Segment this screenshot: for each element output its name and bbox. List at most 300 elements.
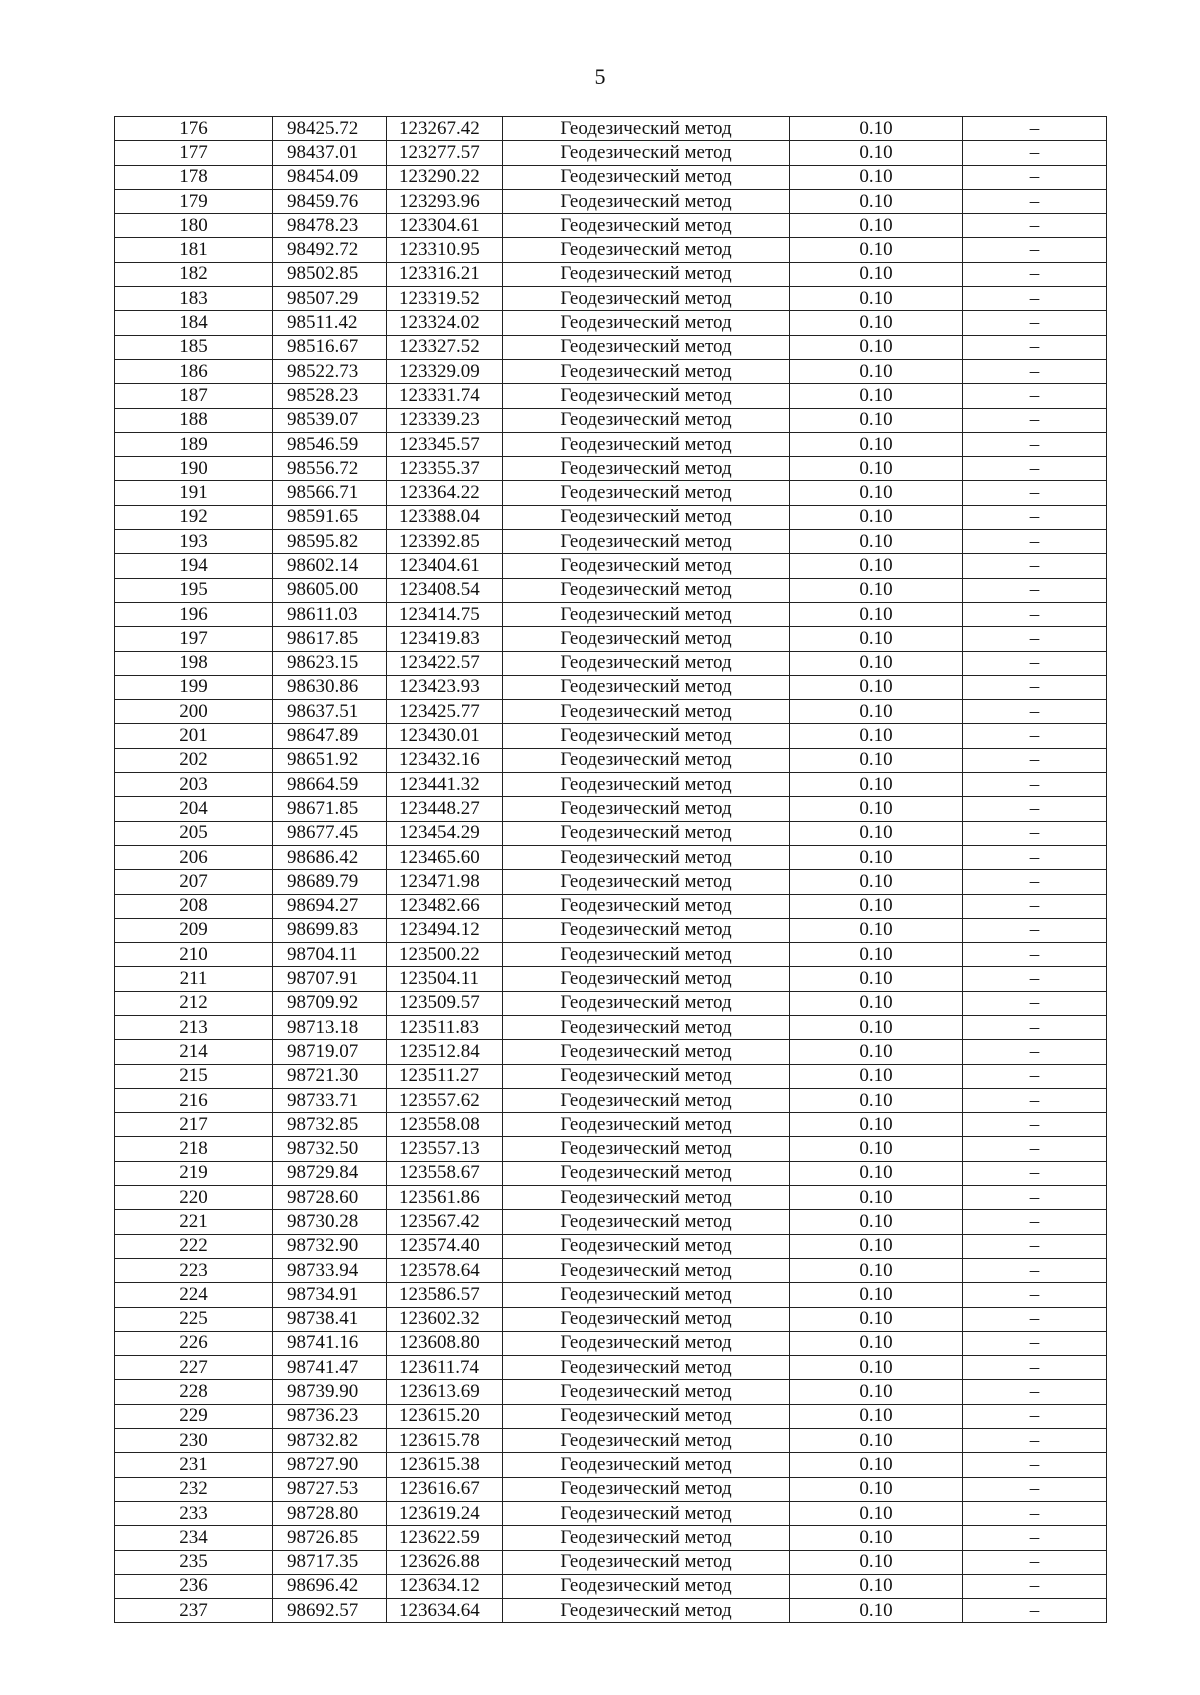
- note-cell: –: [963, 1210, 1107, 1234]
- point-number-cell: 223: [115, 1258, 273, 1282]
- accuracy-cell: 0.10: [790, 1283, 963, 1307]
- note-cell: –: [963, 1137, 1107, 1161]
- x-coordinate-cell: 98726.85: [273, 1526, 387, 1550]
- y-coordinate-cell: 123602.32: [387, 1307, 503, 1331]
- accuracy-cell: 0.10: [790, 311, 963, 335]
- x-coordinate-cell: 98630.86: [273, 675, 387, 699]
- point-number-cell: 180: [115, 214, 273, 238]
- accuracy-cell: 0.10: [790, 870, 963, 894]
- note-cell: –: [963, 1331, 1107, 1355]
- point-number-cell: 224: [115, 1283, 273, 1307]
- method-cell: Геодезический метод: [503, 870, 790, 894]
- y-coordinate-cell: 123327.52: [387, 335, 503, 359]
- accuracy-cell: 0.10: [790, 262, 963, 286]
- x-coordinate-cell: 98528.23: [273, 384, 387, 408]
- x-coordinate-cell: 98696.42: [273, 1574, 387, 1598]
- point-number-cell: 217: [115, 1113, 273, 1137]
- x-coordinate-cell: 98719.07: [273, 1040, 387, 1064]
- accuracy-cell: 0.10: [790, 287, 963, 311]
- point-number-cell: 201: [115, 724, 273, 748]
- point-number-cell: 207: [115, 870, 273, 894]
- method-cell: Геодезический метод: [503, 1258, 790, 1282]
- table-row: [115, 408, 1107, 432]
- point-number-cell: 184: [115, 311, 273, 335]
- point-number-cell: 226: [115, 1331, 273, 1355]
- method-cell: Геодезический метод: [503, 578, 790, 602]
- method-cell: Геодезический метод: [503, 1453, 790, 1477]
- x-coordinate-cell: 98556.72: [273, 457, 387, 481]
- method-cell: Геодезический метод: [503, 821, 790, 845]
- point-number-cell: 200: [115, 700, 273, 724]
- y-coordinate-cell: 123561.86: [387, 1186, 503, 1210]
- table-row: [115, 1380, 1107, 1404]
- accuracy-cell: 0.10: [790, 141, 963, 165]
- table-row: [115, 1186, 1107, 1210]
- table-row: [115, 1356, 1107, 1380]
- accuracy-cell: 0.10: [790, 1258, 963, 1282]
- note-cell: –: [963, 1404, 1107, 1428]
- y-coordinate-cell: 123465.60: [387, 845, 503, 869]
- note-cell: –: [963, 675, 1107, 699]
- x-coordinate-cell: 98728.80: [273, 1501, 387, 1525]
- note-cell: –: [963, 748, 1107, 772]
- x-coordinate-cell: 98546.59: [273, 432, 387, 456]
- note-cell: –: [963, 870, 1107, 894]
- note-cell: –: [963, 1599, 1107, 1623]
- accuracy-cell: 0.10: [790, 627, 963, 651]
- accuracy-cell: 0.10: [790, 505, 963, 529]
- point-number-cell: 185: [115, 335, 273, 359]
- page-number: 5: [594, 64, 606, 89]
- point-number-cell: 183: [115, 287, 273, 311]
- note-cell: –: [963, 384, 1107, 408]
- x-coordinate-cell: 98709.92: [273, 991, 387, 1015]
- method-cell: Геодезический метод: [503, 117, 790, 141]
- accuracy-cell: 0.10: [790, 967, 963, 991]
- method-cell: Геодезический метод: [503, 1550, 790, 1574]
- x-coordinate-cell: 98522.73: [273, 359, 387, 383]
- table-row: [115, 117, 1107, 141]
- accuracy-cell: 0.10: [790, 530, 963, 554]
- method-cell: Геодезический метод: [503, 797, 790, 821]
- x-coordinate-cell: 98602.14: [273, 554, 387, 578]
- method-cell: Геодезический метод: [503, 1477, 790, 1501]
- table-row: [115, 724, 1107, 748]
- x-coordinate-cell: 98686.42: [273, 845, 387, 869]
- accuracy-cell: 0.10: [790, 845, 963, 869]
- method-cell: Геодезический метод: [503, 1113, 790, 1137]
- y-coordinate-cell: 123615.38: [387, 1453, 503, 1477]
- table-row: [115, 457, 1107, 481]
- table-row: [115, 1574, 1107, 1598]
- point-number-cell: 235: [115, 1550, 273, 1574]
- table-row: [115, 1331, 1107, 1355]
- method-cell: Геодезический метод: [503, 1040, 790, 1064]
- note-cell: –: [963, 238, 1107, 262]
- table-row: [115, 1550, 1107, 1574]
- point-number-cell: 192: [115, 505, 273, 529]
- method-cell: Геодезический метод: [503, 1356, 790, 1380]
- x-coordinate-cell: 98732.90: [273, 1234, 387, 1258]
- note-cell: –: [963, 1356, 1107, 1380]
- table-row: [115, 797, 1107, 821]
- note-cell: –: [963, 1550, 1107, 1574]
- x-coordinate-cell: 98492.72: [273, 238, 387, 262]
- x-coordinate-cell: 98739.90: [273, 1380, 387, 1404]
- table-row: [115, 1283, 1107, 1307]
- point-number-cell: 191: [115, 481, 273, 505]
- y-coordinate-cell: 123422.57: [387, 651, 503, 675]
- method-cell: Геодезический метод: [503, 1161, 790, 1185]
- method-cell: Геодезический метод: [503, 1283, 790, 1307]
- table-row: [115, 1113, 1107, 1137]
- x-coordinate-cell: 98699.83: [273, 918, 387, 942]
- note-cell: –: [963, 1526, 1107, 1550]
- note-cell: –: [963, 1186, 1107, 1210]
- accuracy-cell: 0.10: [790, 675, 963, 699]
- accuracy-cell: 0.10: [790, 797, 963, 821]
- method-cell: Геодезический метод: [503, 1210, 790, 1234]
- y-coordinate-cell: 123615.20: [387, 1404, 503, 1428]
- note-cell: –: [963, 651, 1107, 675]
- y-coordinate-cell: 123634.12: [387, 1574, 503, 1598]
- x-coordinate-cell: 98502.85: [273, 262, 387, 286]
- table-row: [115, 991, 1107, 1015]
- method-cell: Геодезический метод: [503, 262, 790, 286]
- x-coordinate-cell: 98454.09: [273, 165, 387, 189]
- point-number-cell: 177: [115, 141, 273, 165]
- y-coordinate-cell: 123319.52: [387, 287, 503, 311]
- table-row: [115, 675, 1107, 699]
- x-coordinate-cell: 98647.89: [273, 724, 387, 748]
- method-cell: Геодезический метод: [503, 1088, 790, 1112]
- x-coordinate-cell: 98566.71: [273, 481, 387, 505]
- accuracy-cell: 0.10: [790, 1404, 963, 1428]
- accuracy-cell: 0.10: [790, 821, 963, 845]
- method-cell: Геодезический метод: [503, 457, 790, 481]
- note-cell: –: [963, 530, 1107, 554]
- note-cell: –: [963, 287, 1107, 311]
- method-cell: Геодезический метод: [503, 189, 790, 213]
- method-cell: Геодезический метод: [503, 408, 790, 432]
- point-number-cell: 228: [115, 1380, 273, 1404]
- y-coordinate-cell: 123634.64: [387, 1599, 503, 1623]
- method-cell: Геодезический метод: [503, 141, 790, 165]
- point-number-cell: 178: [115, 165, 273, 189]
- method-cell: Геодезический метод: [503, 602, 790, 626]
- y-coordinate-cell: 123482.66: [387, 894, 503, 918]
- x-coordinate-cell: 98664.59: [273, 773, 387, 797]
- note-cell: –: [963, 821, 1107, 845]
- point-number-cell: 190: [115, 457, 273, 481]
- method-cell: Геодезический метод: [503, 1186, 790, 1210]
- method-cell: Геодезический метод: [503, 627, 790, 651]
- x-coordinate-cell: 98732.82: [273, 1429, 387, 1453]
- point-number-cell: 231: [115, 1453, 273, 1477]
- x-coordinate-cell: 98539.07: [273, 408, 387, 432]
- table-row: [115, 1234, 1107, 1258]
- accuracy-cell: 0.10: [790, 238, 963, 262]
- point-number-cell: 197: [115, 627, 273, 651]
- y-coordinate-cell: 123511.27: [387, 1064, 503, 1088]
- point-number-cell: 186: [115, 359, 273, 383]
- note-cell: –: [963, 602, 1107, 626]
- accuracy-cell: 0.10: [790, 651, 963, 675]
- table-row: [115, 530, 1107, 554]
- y-coordinate-cell: 123608.80: [387, 1331, 503, 1355]
- point-number-cell: 187: [115, 384, 273, 408]
- method-cell: Геодезический метод: [503, 238, 790, 262]
- note-cell: –: [963, 1040, 1107, 1064]
- x-coordinate-cell: 98595.82: [273, 530, 387, 554]
- note-cell: –: [963, 773, 1107, 797]
- table-row: [115, 214, 1107, 238]
- y-coordinate-cell: 123331.74: [387, 384, 503, 408]
- y-coordinate-cell: 123574.40: [387, 1234, 503, 1258]
- y-coordinate-cell: 123388.04: [387, 505, 503, 529]
- table-row: [115, 287, 1107, 311]
- point-number-cell: 215: [115, 1064, 273, 1088]
- y-coordinate-cell: 123329.09: [387, 359, 503, 383]
- y-coordinate-cell: 123616.67: [387, 1477, 503, 1501]
- x-coordinate-cell: 98651.92: [273, 748, 387, 772]
- method-cell: Геодезический метод: [503, 651, 790, 675]
- accuracy-cell: 0.10: [790, 1234, 963, 1258]
- note-cell: –: [963, 1088, 1107, 1112]
- table-row: [115, 1599, 1107, 1623]
- point-number-cell: 209: [115, 918, 273, 942]
- table-row: [115, 1404, 1107, 1428]
- note-cell: –: [963, 554, 1107, 578]
- table-row: [115, 1258, 1107, 1282]
- table-row: [115, 651, 1107, 675]
- accuracy-cell: 0.10: [790, 1429, 963, 1453]
- x-coordinate-cell: 98516.67: [273, 335, 387, 359]
- method-cell: Геодезический метод: [503, 724, 790, 748]
- y-coordinate-cell: 123293.96: [387, 189, 503, 213]
- x-coordinate-cell: 98721.30: [273, 1064, 387, 1088]
- point-number-cell: 227: [115, 1356, 273, 1380]
- method-cell: Геодезический метод: [503, 700, 790, 724]
- x-coordinate-cell: 98611.03: [273, 602, 387, 626]
- method-cell: Геодезический метод: [503, 384, 790, 408]
- accuracy-cell: 0.10: [790, 1064, 963, 1088]
- x-coordinate-cell: 98478.23: [273, 214, 387, 238]
- point-number-cell: 204: [115, 797, 273, 821]
- note-cell: –: [963, 1453, 1107, 1477]
- point-number-cell: 212: [115, 991, 273, 1015]
- y-coordinate-cell: 123557.13: [387, 1137, 503, 1161]
- method-cell: Геодезический метод: [503, 1015, 790, 1039]
- y-coordinate-cell: 123316.21: [387, 262, 503, 286]
- table-row: [115, 894, 1107, 918]
- accuracy-cell: 0.10: [790, 384, 963, 408]
- accuracy-cell: 0.10: [790, 165, 963, 189]
- method-cell: Геодезический метод: [503, 287, 790, 311]
- table-row: [115, 335, 1107, 359]
- note-cell: –: [963, 311, 1107, 335]
- table-row: [115, 1501, 1107, 1525]
- note-cell: –: [963, 117, 1107, 141]
- accuracy-cell: 0.10: [790, 1501, 963, 1525]
- note-cell: –: [963, 700, 1107, 724]
- method-cell: Геодезический метод: [503, 1429, 790, 1453]
- x-coordinate-cell: 98741.47: [273, 1356, 387, 1380]
- accuracy-cell: 0.10: [790, 1186, 963, 1210]
- x-coordinate-cell: 98459.76: [273, 189, 387, 213]
- point-number-cell: 194: [115, 554, 273, 578]
- note-cell: –: [963, 432, 1107, 456]
- x-coordinate-cell: 98694.27: [273, 894, 387, 918]
- x-coordinate-cell: 98623.15: [273, 651, 387, 675]
- note-cell: –: [963, 1477, 1107, 1501]
- point-number-cell: 179: [115, 189, 273, 213]
- point-number-cell: 222: [115, 1234, 273, 1258]
- table-row: [115, 1210, 1107, 1234]
- y-coordinate-cell: 123622.59: [387, 1526, 503, 1550]
- y-coordinate-cell: 123626.88: [387, 1550, 503, 1574]
- point-number-cell: 206: [115, 845, 273, 869]
- table-row: [115, 578, 1107, 602]
- table-row: [115, 1526, 1107, 1550]
- method-cell: Геодезический метод: [503, 894, 790, 918]
- accuracy-cell: 0.10: [790, 1137, 963, 1161]
- method-cell: Геодезический метод: [503, 1137, 790, 1161]
- x-coordinate-cell: 98727.53: [273, 1477, 387, 1501]
- x-coordinate-cell: 98713.18: [273, 1015, 387, 1039]
- y-coordinate-cell: 123448.27: [387, 797, 503, 821]
- point-number-cell: 237: [115, 1599, 273, 1623]
- accuracy-cell: 0.10: [790, 1015, 963, 1039]
- table-row: [115, 1137, 1107, 1161]
- table-row: [115, 1015, 1107, 1039]
- y-coordinate-cell: 123425.77: [387, 700, 503, 724]
- note-cell: –: [963, 1283, 1107, 1307]
- accuracy-cell: 0.10: [790, 918, 963, 942]
- note-cell: –: [963, 214, 1107, 238]
- accuracy-cell: 0.10: [790, 457, 963, 481]
- method-cell: Геодезический метод: [503, 1599, 790, 1623]
- y-coordinate-cell: 123324.02: [387, 311, 503, 335]
- point-number-cell: 220: [115, 1186, 273, 1210]
- accuracy-cell: 0.10: [790, 359, 963, 383]
- note-cell: –: [963, 627, 1107, 651]
- note-cell: –: [963, 1161, 1107, 1185]
- y-coordinate-cell: 123504.11: [387, 967, 503, 991]
- method-cell: Геодезический метод: [503, 943, 790, 967]
- x-coordinate-cell: 98717.35: [273, 1550, 387, 1574]
- note-cell: –: [963, 991, 1107, 1015]
- y-coordinate-cell: 123471.98: [387, 870, 503, 894]
- y-coordinate-cell: 123364.22: [387, 481, 503, 505]
- point-number-cell: 214: [115, 1040, 273, 1064]
- table-row: [115, 918, 1107, 942]
- method-cell: Геодезический метод: [503, 1404, 790, 1428]
- x-coordinate-cell: 98511.42: [273, 311, 387, 335]
- method-cell: Геодезический метод: [503, 967, 790, 991]
- x-coordinate-cell: 98727.90: [273, 1453, 387, 1477]
- note-cell: –: [963, 189, 1107, 213]
- table-row: [115, 627, 1107, 651]
- method-cell: Геодезический метод: [503, 845, 790, 869]
- x-coordinate-cell: 98736.23: [273, 1404, 387, 1428]
- x-coordinate-cell: 98729.84: [273, 1161, 387, 1185]
- method-cell: Геодезический метод: [503, 554, 790, 578]
- y-coordinate-cell: 123557.62: [387, 1088, 503, 1112]
- accuracy-cell: 0.10: [790, 894, 963, 918]
- y-coordinate-cell: 123454.29: [387, 821, 503, 845]
- y-coordinate-cell: 123509.57: [387, 991, 503, 1015]
- y-coordinate-cell: 123619.24: [387, 1501, 503, 1525]
- accuracy-cell: 0.10: [790, 1380, 963, 1404]
- note-cell: –: [963, 1501, 1107, 1525]
- table-row: [115, 481, 1107, 505]
- method-cell: Геодезический метод: [503, 991, 790, 1015]
- y-coordinate-cell: 123404.61: [387, 554, 503, 578]
- y-coordinate-cell: 123304.61: [387, 214, 503, 238]
- x-coordinate-cell: 98707.91: [273, 967, 387, 991]
- point-number-cell: 213: [115, 1015, 273, 1039]
- method-cell: Геодезический метод: [503, 335, 790, 359]
- table-row: [115, 359, 1107, 383]
- x-coordinate-cell: 98617.85: [273, 627, 387, 651]
- table-row: [115, 748, 1107, 772]
- table-row: [115, 845, 1107, 869]
- table-row: [115, 773, 1107, 797]
- point-number-cell: 229: [115, 1404, 273, 1428]
- y-coordinate-cell: 123430.01: [387, 724, 503, 748]
- note-cell: –: [963, 943, 1107, 967]
- table-row: [115, 602, 1107, 626]
- method-cell: Геодезический метод: [503, 918, 790, 942]
- x-coordinate-cell: 98605.00: [273, 578, 387, 602]
- table-row: [115, 141, 1107, 165]
- accuracy-cell: 0.10: [790, 1113, 963, 1137]
- note-cell: –: [963, 967, 1107, 991]
- point-number-cell: 196: [115, 602, 273, 626]
- table-row: [115, 1429, 1107, 1453]
- point-number-cell: 205: [115, 821, 273, 845]
- accuracy-cell: 0.10: [790, 1307, 963, 1331]
- table-row: [115, 262, 1107, 286]
- accuracy-cell: 0.10: [790, 1574, 963, 1598]
- table-row: [115, 1088, 1107, 1112]
- method-cell: Геодезический метод: [503, 214, 790, 238]
- y-coordinate-cell: 123567.42: [387, 1210, 503, 1234]
- y-coordinate-cell: 123558.67: [387, 1161, 503, 1185]
- x-coordinate-cell: 98704.11: [273, 943, 387, 967]
- x-coordinate-cell: 98671.85: [273, 797, 387, 821]
- point-number-cell: 208: [115, 894, 273, 918]
- accuracy-cell: 0.10: [790, 578, 963, 602]
- y-coordinate-cell: 123277.57: [387, 141, 503, 165]
- y-coordinate-cell: 123512.84: [387, 1040, 503, 1064]
- method-cell: Геодезический метод: [503, 748, 790, 772]
- note-cell: –: [963, 1574, 1107, 1598]
- note-cell: –: [963, 141, 1107, 165]
- table-row: [115, 1040, 1107, 1064]
- y-coordinate-cell: 123267.42: [387, 117, 503, 141]
- point-number-cell: 225: [115, 1307, 273, 1331]
- method-cell: Геодезический метод: [503, 505, 790, 529]
- point-number-cell: 219: [115, 1161, 273, 1185]
- accuracy-cell: 0.10: [790, 335, 963, 359]
- point-number-cell: 189: [115, 432, 273, 456]
- method-cell: Геодезический метод: [503, 1380, 790, 1404]
- table-row: [115, 1161, 1107, 1185]
- accuracy-cell: 0.10: [790, 1477, 963, 1501]
- x-coordinate-cell: 98734.91: [273, 1283, 387, 1307]
